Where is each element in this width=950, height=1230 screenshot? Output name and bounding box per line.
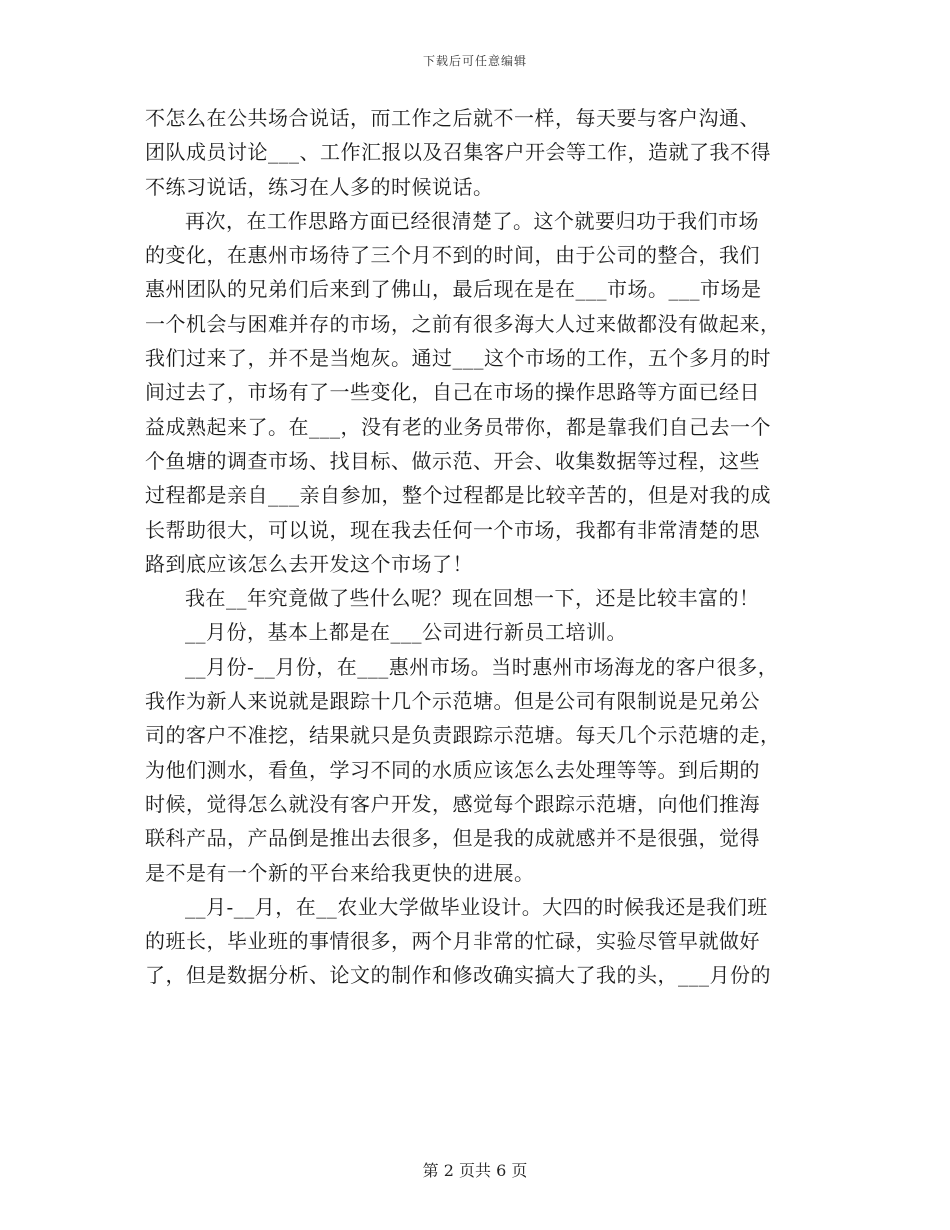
text-line: 不怎么在公共场合说话，而工作之后就不一样，每天要与客户沟通、 (145, 106, 760, 130)
text-line: 的班长，毕业班的事情很多，两个月非常的忙碌，实验尽管早就做好 (145, 929, 760, 954)
text-line: 长帮助很大，可以说，现在我去任何一个市场，我都有非常清楚的思 (145, 517, 760, 542)
text-line: 间过去了，市场有了一些变化，自己在市场的操作思路等方面已经日 (145, 380, 760, 405)
text-line: 再次，在工作思路方面已经很清楚了。这个就要归功于我们市场 (185, 208, 759, 233)
text-line: 路到底应该怎么去开发这个市场了！ (145, 551, 473, 576)
text-line: 我作为新人来说就是跟踪十几个示范塘。但是公司有限制说是兄弟公 (145, 689, 760, 714)
text-line: 联科产品，产品倒是推出去很多，但是我的成就感并不是很强，觉得 (145, 826, 760, 851)
text-line: 是不是有一个新的平台来给我更快的进展。 (145, 860, 535, 885)
text-line: 了，但是数据分析、论文的制作和修改确实搞大了我的头，___月份的 (145, 963, 771, 988)
text-line: 一个机会与困难并存的市场，之前有很多海大人过来做都没有做起来， (145, 311, 781, 336)
text-line: 个鱼塘的调查市场、找目标、做示范、开会、收集数据等过程，这些 (145, 448, 760, 473)
text-line: __月份-__月份，在___惠州市场。当时惠州市场海龙的客户很多， (185, 654, 779, 679)
text-line: 司的客户不准挖，结果就只是负责跟踪示范塘。每天几个示范塘的走， (145, 723, 781, 748)
text-line: 益成熟起来了。在___，没有老的业务员带你，都是靠我们自己去一个 (145, 414, 771, 439)
text-line: 时候，觉得怎么就没有客户开发，感觉每个跟踪示范塘，向他们推海 (145, 791, 760, 816)
text-line: 的变化，在惠州市场待了三个月不到的时间，由于公司的整合，我们 (145, 243, 760, 268)
document-body (145, 101, 805, 993)
text-line: __月份，基本上都是在___公司进行新员工培训。 (185, 620, 627, 645)
text-line: 为他们测水，看鱼，学习不同的水质应该怎么去处理等等。到后期的 (145, 757, 760, 782)
text-line: 我们过来了，并不是当炮灰。通过___这个市场的工作，五个多月的时 (145, 346, 771, 371)
text-line: 团队成员讨论___、工作汇报以及召集客户开会等工作，造就了我不得 (145, 140, 771, 165)
text-line: 惠州团队的兄弟们后来到了佛山，最后现在是在___市场。___市场是 (145, 277, 762, 302)
text-line: 过程都是亲自___亲自参加，整个过程都是比较辛苦的，但是对我的成 (145, 483, 771, 508)
page-number: 第 2 页共 6 页 (422, 1161, 528, 1180)
text-line: 我在__年究竟做了些什么呢？现在回想一下，还是比较丰富的！ (185, 586, 760, 611)
text-line: __月-__月，在__农业大学做毕业设计。大四的时候我还是我们班 (185, 894, 768, 919)
text-line: 不练习说话，练习在人多的时候说话。 (145, 174, 494, 199)
page-header: 下载后可任意编辑 (422, 54, 527, 68)
text-block (145, 101, 805, 993)
